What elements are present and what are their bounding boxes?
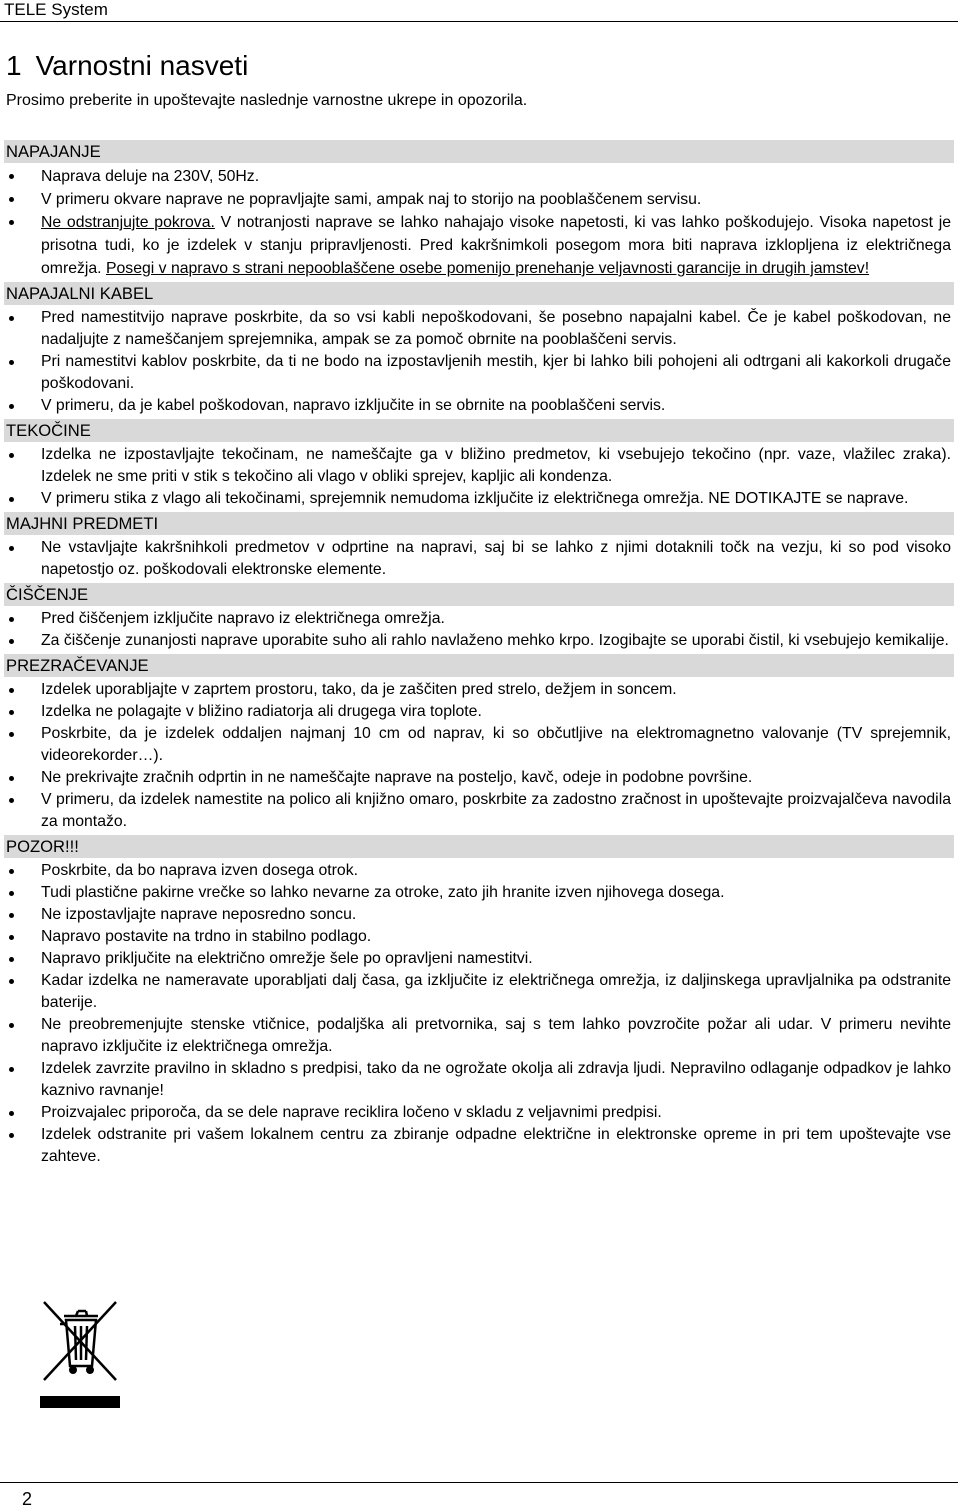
bullet-icon: [9, 316, 14, 321]
bullet-icon: [9, 935, 14, 940]
intro-text: Prosimo preberite in upoštevajte naslednje varnostne ukrepe in opozorila.: [6, 92, 528, 109]
list-item: [0, 926, 960, 948]
bullet-icon: [9, 710, 14, 715]
list-majhni-predmeti: [0, 537, 960, 581]
list-item: [0, 307, 960, 351]
bullet-icon: [9, 617, 14, 622]
list-item-text: V primeru, da izdelek namestite na polico ali knjižno omaro, poskrbite za zadostno zračnost in upoštevajte proizvajalčeva navodila za montažo.: [41, 791, 951, 830]
bullet-icon: [9, 1067, 14, 1072]
list-item-text: Izdelek odstranite pri vašem lokalnem centru za zbiranje odpadne električne in elektronske opreme in pri tem upoštevajte vse zahteve.: [41, 1126, 951, 1165]
list-item: [0, 608, 960, 630]
section-heading-napajanje: NAPAJANJE: [4, 140, 954, 163]
list-item: [0, 679, 960, 701]
list-item: [0, 630, 960, 652]
bullet-icon: [9, 404, 14, 409]
list-item: [0, 351, 960, 395]
list-tekocine: [0, 444, 960, 510]
list-ciscenje: [0, 608, 960, 652]
list-item-text: V primeru okvare naprave ne popravljajte sami, ampak naj to storijo na pooblaščenem servisu.: [41, 191, 702, 208]
list-item-text: Ne prekrivajte zračnih odprtin in ne nameščajte naprave na posteljo, kavč, odeje in podobne površine.: [41, 769, 753, 786]
section-title: Varnostni nasveti: [35, 50, 249, 81]
bullet-icon: [9, 546, 14, 551]
list-item-text: Napravo priključite na električno omrežje šele po opravljeni namestitvi.: [41, 950, 533, 967]
list-napajanje: [0, 165, 960, 280]
bullet-icon: [9, 798, 14, 803]
list-item-text: Za čiščenje zunanjosti naprave uporabite suho ali rahlo navlaženo mehko krpo. Izogibajte se uporabi čistil, ki vsebujejo kemikalije.: [41, 632, 949, 649]
list-item-text: V primeru stika z vlago ali tekočinami, sprejemnik nemudoma izključite iz električnega omrežja. NE DOTIKAJTE se naprave.: [41, 490, 909, 507]
list-item-text: Poskrbite, da bo naprava izven dosega otrok.: [41, 862, 359, 879]
list-item: [0, 882, 960, 904]
list-item-text: Ne preobremenjujte stenske vtičnice, podaljška ali pretvornika, saj s tem lahko povzročite požar ali udar. V primeru nevihte napravo izključite iz električnega omrežja.: [41, 1016, 951, 1055]
list-item: [0, 970, 960, 1014]
bullet-icon: [9, 197, 14, 202]
section-number: 1: [6, 50, 22, 81]
section-heading-tekocine: TEKOČINE: [4, 419, 954, 442]
list-item-text: Izdelka ne polagajte v bližino radiatorja ali drugega vira toplote.: [41, 703, 482, 720]
bullet-icon: [9, 220, 14, 225]
list-item: [0, 904, 960, 926]
bullet-icon: [9, 360, 14, 365]
list-napajalni-kabel: [0, 307, 960, 417]
list-item-text: V primeru, da je kabel poškodovan, napravo izključite in se obrnite na pooblaščeni servis.: [41, 397, 666, 414]
document-body: [0, 140, 960, 1170]
bullet-icon: [9, 453, 14, 458]
page-title: [6, 49, 248, 83]
underlined-warning: Posegi v napravo s strani nepooblaščene osebe pomenijo prenehanje veljavnosti garancije in drugih jamstev!: [105, 260, 870, 277]
bullet-icon: [9, 979, 14, 984]
bullet-icon: [9, 639, 14, 644]
list-item-text: Ne izpostavljajte naprave neposredno soncu.: [41, 906, 357, 923]
bullet-icon: [9, 776, 14, 781]
list-item: [0, 444, 960, 488]
section-heading-ciscenje: ČIŠČENJE: [4, 583, 954, 606]
list-item: [0, 537, 960, 581]
bullet-icon: [9, 732, 14, 737]
section-heading-majhni-predmeti: MAJHNI PREDMETI: [4, 512, 954, 535]
bullet-icon: [9, 891, 14, 896]
section-heading-pozor: POZOR!!!: [4, 835, 954, 858]
list-prezracevanje: [0, 679, 960, 833]
list-pozor: [0, 860, 960, 1168]
list-item: [0, 488, 960, 510]
list-item: [0, 948, 960, 970]
list-item: [0, 767, 960, 789]
list-item-text: Napravo postavite na trdno in stabilno podlago.: [41, 928, 372, 945]
list-item: [0, 789, 960, 833]
list-item-text: Pred čiščenjem izključite napravo iz električnega omrežja.: [41, 610, 445, 627]
weee-crossed-bin-icon: [40, 1300, 120, 1410]
list-item-text: Pri namestitvi kablov poskrbite, da ti ne bodo na izpostavljenih mestih, kjer bi lahko bili pohojeni ali odtrgani ali kakorkoli drugače poškodovani.: [41, 353, 951, 392]
list-item: [0, 723, 960, 767]
list-item-text: Proizvajalec priporoča, da se dele naprave reciklira ločeno v skladu z veljavnimi predpisi.: [41, 1104, 662, 1121]
list-item-text: Kadar izdelka ne nameravate uporabljati dalj časa, ga izključite iz električnega omrežja, iz daljinskega upravljalnika pa odstranite baterije.: [41, 972, 951, 1011]
list-item: [0, 1102, 960, 1124]
list-item: [0, 188, 960, 211]
header-system-name: TELE System: [4, 0, 108, 19]
list-item-text: Izdelek uporabljajte v zaprtem prostoru, tako, da je zaščiten pred strelo, dežjem in soncem.: [41, 681, 677, 698]
section-heading-napajalni-kabel: NAPAJALNI KABEL: [4, 282, 954, 305]
list-item: [0, 1058, 960, 1102]
list-item-text: Ne vstavljajte kakršnihkoli predmetov v odprtine na napravi, saj bi se lahko z njimi dotaknili točk na vezju, ki so pod visoko napetostjo oz. poškodovali elektronske elemente.: [41, 539, 951, 578]
bullet-icon: [9, 913, 14, 918]
section-heading-prezracevanje: PREZRAČEVANJE: [4, 654, 954, 677]
bullet-icon: [9, 957, 14, 962]
list-item-text: V notranjosti naprave se lahko nahajajo visoke napetosti, ki vas lahko poškodujejo. Visoka napetost je prisotna tudi, ko je izdelek v stanju pripravljenosti. Pred kakršnimkoli posegom mora biti naprava izklopljena iz električnega omrežja.: [41, 214, 951, 277]
list-item-text: Izdelka ne izpostavljajte tekočinam, ne nameščajte ga v bližino predmetov, ki vsebujejo tekočino (npr. vaze, vlažilec zraka). Izdelek ne sme priti v stik s tekočino ali vlago v obliki sprejev, kapljic ali kondenza.: [41, 446, 951, 485]
list-item: [0, 395, 960, 417]
page-header: [0, 0, 958, 22]
list-item-text: Poskrbite, da je izdelek oddaljen najmanj 10 cm od naprav, ki so občutljive na elektromagnetno valovanje (TV sprejemnik, videorekorder…).: [41, 725, 951, 764]
list-item-text: Izdelek zavrzite pravilno in skladno s predpisi, tako da ne ogrožate okolja ali zdravja ljudi. Nepravilno odlaganje odpadkov je lahko kaznivo ravnanje!: [41, 1060, 951, 1099]
list-item: [0, 1124, 960, 1168]
list-item: [0, 860, 960, 882]
bullet-icon: [9, 1023, 14, 1028]
footer-divider: [0, 1482, 958, 1483]
bullet-icon: [9, 869, 14, 874]
bullet-icon: [9, 1133, 14, 1138]
list-item-text: Tudi plastične pakirne vrečke so lahko nevarne za otroke, zato jih hranite izven njihovega dosega.: [41, 884, 725, 901]
list-item: [0, 211, 960, 280]
list-item: [0, 165, 960, 188]
page-number: 2: [22, 1489, 33, 1509]
list-item-text: Pred namestitvijo naprave poskrbite, da so vsi kabli nepoškodovani, še posebno napajalni kabel. Če je kabel poškodovan, ne nadaljujte z nameščanjem sprejemnika, ampak se za pomoč obrnite na pooblaščeni servis.: [41, 309, 951, 348]
bullet-icon: [9, 1111, 14, 1116]
bullet-icon: [9, 174, 14, 179]
list-item: [0, 1014, 960, 1058]
list-item: [0, 701, 960, 723]
bullet-icon: [9, 688, 14, 693]
underlined-warning: Ne odstranjujte pokrova.: [41, 214, 215, 231]
list-item-text: Naprava deluje na 230V, 50Hz.: [41, 168, 260, 185]
bullet-icon: [9, 497, 14, 502]
